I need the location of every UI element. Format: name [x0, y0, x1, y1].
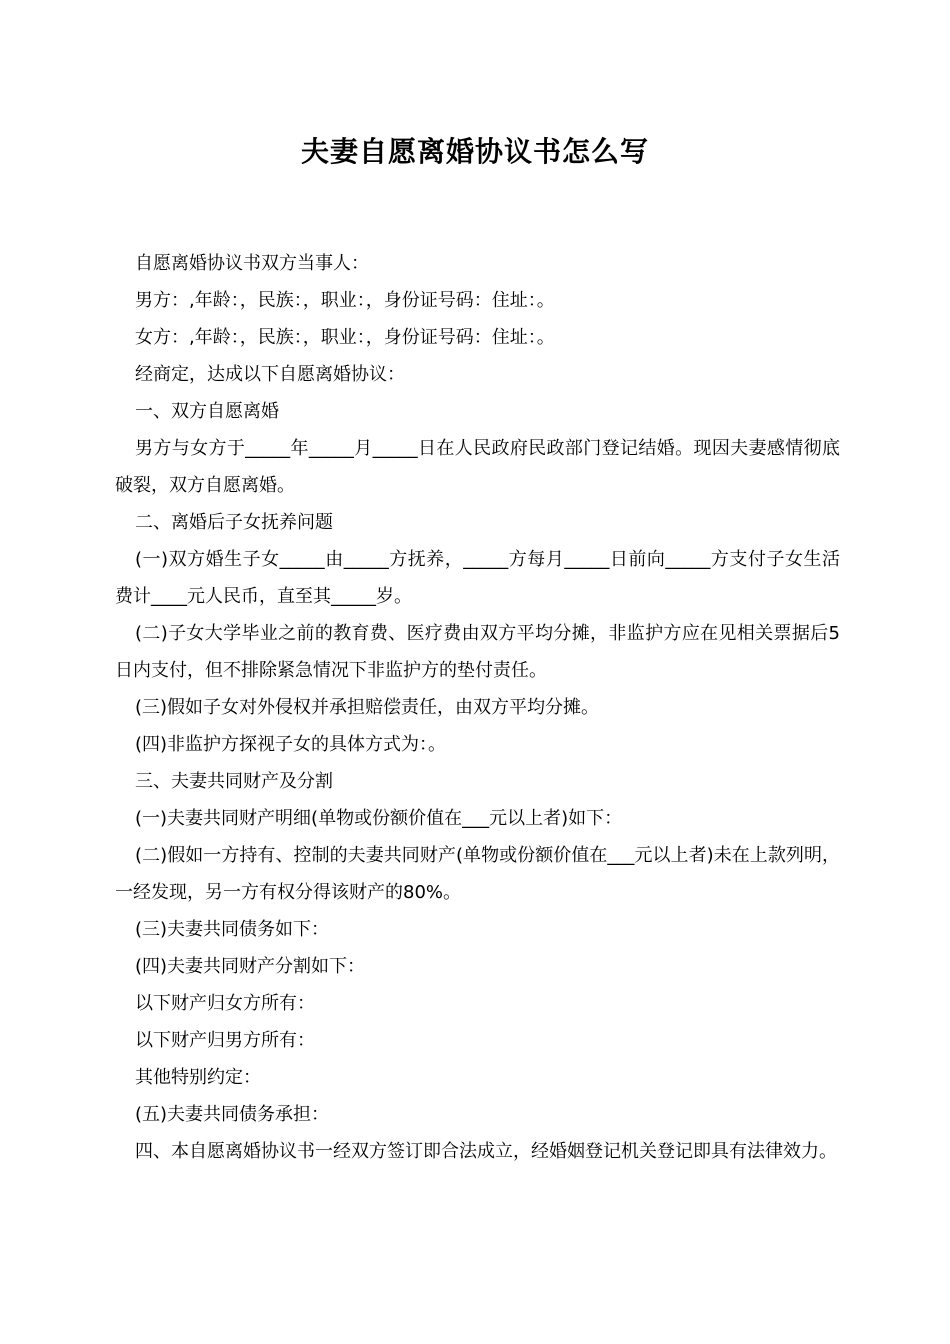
- paragraph-husband-property: 以下财产归男方所有：: [135, 1030, 315, 1051]
- paragraph-debt-bearing: (五)夫妻共同债务承担：: [135, 1104, 330, 1125]
- paragraph-wife-info: 女方：,年龄：，民族：，职业：，身份证号码：住址：。: [135, 327, 555, 348]
- paragraph-child-liability: (三)假如子女对外侵权并承担赔偿责任，由双方平均分摊。: [135, 697, 600, 718]
- section-heading-3: 三、夫妻共同财产及分割: [135, 771, 333, 792]
- paragraph-wife-property: 以下财产归女方所有：: [135, 993, 315, 1014]
- paragraph-hidden-property: (二)假如一方持有、控制的夫妻共同财产(单物或份额价值在___元以上者)未在上款列明，一经发现，另一方有权分得该财产的80%。: [115, 845, 840, 903]
- paragraph-property-list: (一)夫妻共同财产明细(单物或份额价值在___元以上者)如下：: [135, 808, 623, 829]
- section-heading-2: 二、离婚后子女抚养问题: [135, 512, 333, 533]
- paragraph-property-division: (四)夫妻共同财产分割如下：: [135, 956, 366, 977]
- section-heading-4: 四、本自愿离婚协议书一经双方签订即合法成立，经婚姻登记机关登记即具有法律效力。: [135, 1141, 837, 1162]
- paragraph-visitation: (四)非监护方探视子女的具体方式为：。: [135, 734, 447, 755]
- paragraph-joint-debts: (三)夫妻共同债务如下：: [135, 919, 330, 940]
- paragraph-child-custody: (一)双方婚生子女_____由_____方抚养，_____方每月_____日前向_____方支付子女生活费计____元人民币，直至其_____岁。: [115, 549, 840, 607]
- paragraph-parties-heading: 自愿离婚协议书双方当事人：: [135, 253, 369, 274]
- document-title: 夫妻自愿离婚协议书怎么写: [300, 135, 649, 168]
- paragraph-husband-info: 男方：,年龄：，民族：，职业：，身份证号码：住址：。: [135, 290, 555, 311]
- paragraph-special-terms: 其他特别约定：: [135, 1067, 261, 1088]
- document-body: [115, 245, 840, 1170]
- section-heading-1: 一、双方自愿离婚: [135, 401, 279, 422]
- paragraph-agreement-intro: 经商定，达成以下自愿离婚协议：: [135, 364, 405, 385]
- paragraph-marriage-registration: 男方与女方于_____年_____月_____日在人民政府民政部门登记结婚。现因夫妻感情彻底破裂，双方自愿离婚。: [115, 438, 840, 496]
- paragraph-child-education: (二)子女大学毕业之前的教育费、医疗费由双方平均分摊，非监护方应在见相关票据后5日内支付，但不排除紧急情况下非监护方的垫付责任。: [115, 623, 840, 681]
